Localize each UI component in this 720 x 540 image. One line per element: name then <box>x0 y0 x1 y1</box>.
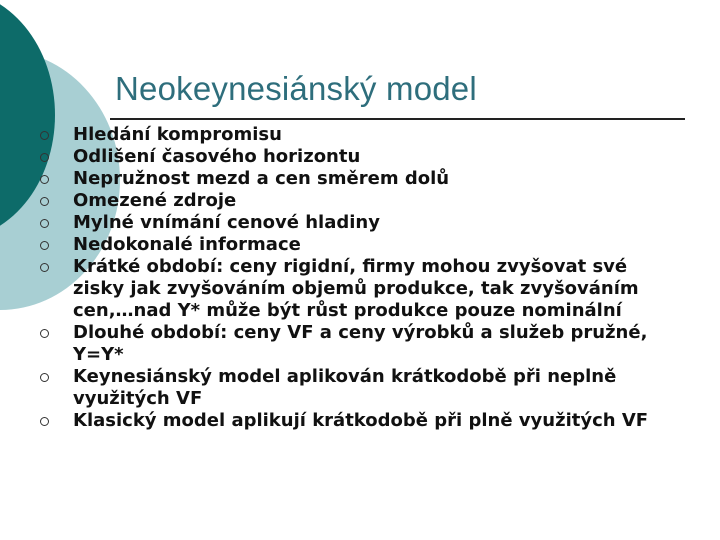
bullet-icon <box>40 219 49 228</box>
bullet-text: Omezené zdroje <box>73 190 237 211</box>
title-underline <box>110 118 685 120</box>
bullet-text: Krátké období: ceny rigidní, firmy mohou zvyšovat své zisky jak zvyšováním objemů produkce, tak zvyšováním cen,…nad Y* může být růst produkce pouze nominální <box>73 256 639 321</box>
bullet-text: Nepružnost mezd a cen směrem dolů <box>73 168 450 189</box>
bullet-text: Keynesiánský model aplikován krátkodobě při neplně využitých VF <box>73 366 617 409</box>
bullet-icon <box>40 175 49 184</box>
bullet-item <box>40 366 680 410</box>
bullet-icon <box>40 373 49 382</box>
bullet-text: Mylné vnímání cenové hladiny <box>73 212 380 233</box>
bullet-item <box>40 124 680 146</box>
bullet-item <box>40 146 680 168</box>
bullet-item <box>40 410 680 432</box>
bullet-text: Klasický model aplikují krátkodobě při plně využitých VF <box>73 410 649 431</box>
bullet-item <box>40 190 680 212</box>
bullet-icon <box>40 153 49 162</box>
bullet-item <box>40 256 680 322</box>
bullet-item <box>40 322 680 366</box>
bullet-item <box>40 234 680 256</box>
bullet-icon <box>40 131 49 140</box>
bullet-icon <box>40 263 49 272</box>
bullet-text: Hledání kompromisu <box>73 124 282 145</box>
bullet-text: Dlouhé období: ceny VF a ceny výrobků a služeb pružné, Y=Y* <box>73 322 648 365</box>
bullet-icon <box>40 329 49 338</box>
bullet-item <box>40 168 680 190</box>
bullet-list <box>40 124 680 432</box>
bullet-icon <box>40 197 49 206</box>
bullet-text: Odlišení časového horizontu <box>73 146 361 167</box>
bullet-icon <box>40 241 49 250</box>
bullet-text: Nedokonalé informace <box>73 234 301 255</box>
bullet-item <box>40 212 680 234</box>
slide-title: Neokeynesiánský model <box>115 70 477 107</box>
bullet-icon <box>40 417 49 426</box>
